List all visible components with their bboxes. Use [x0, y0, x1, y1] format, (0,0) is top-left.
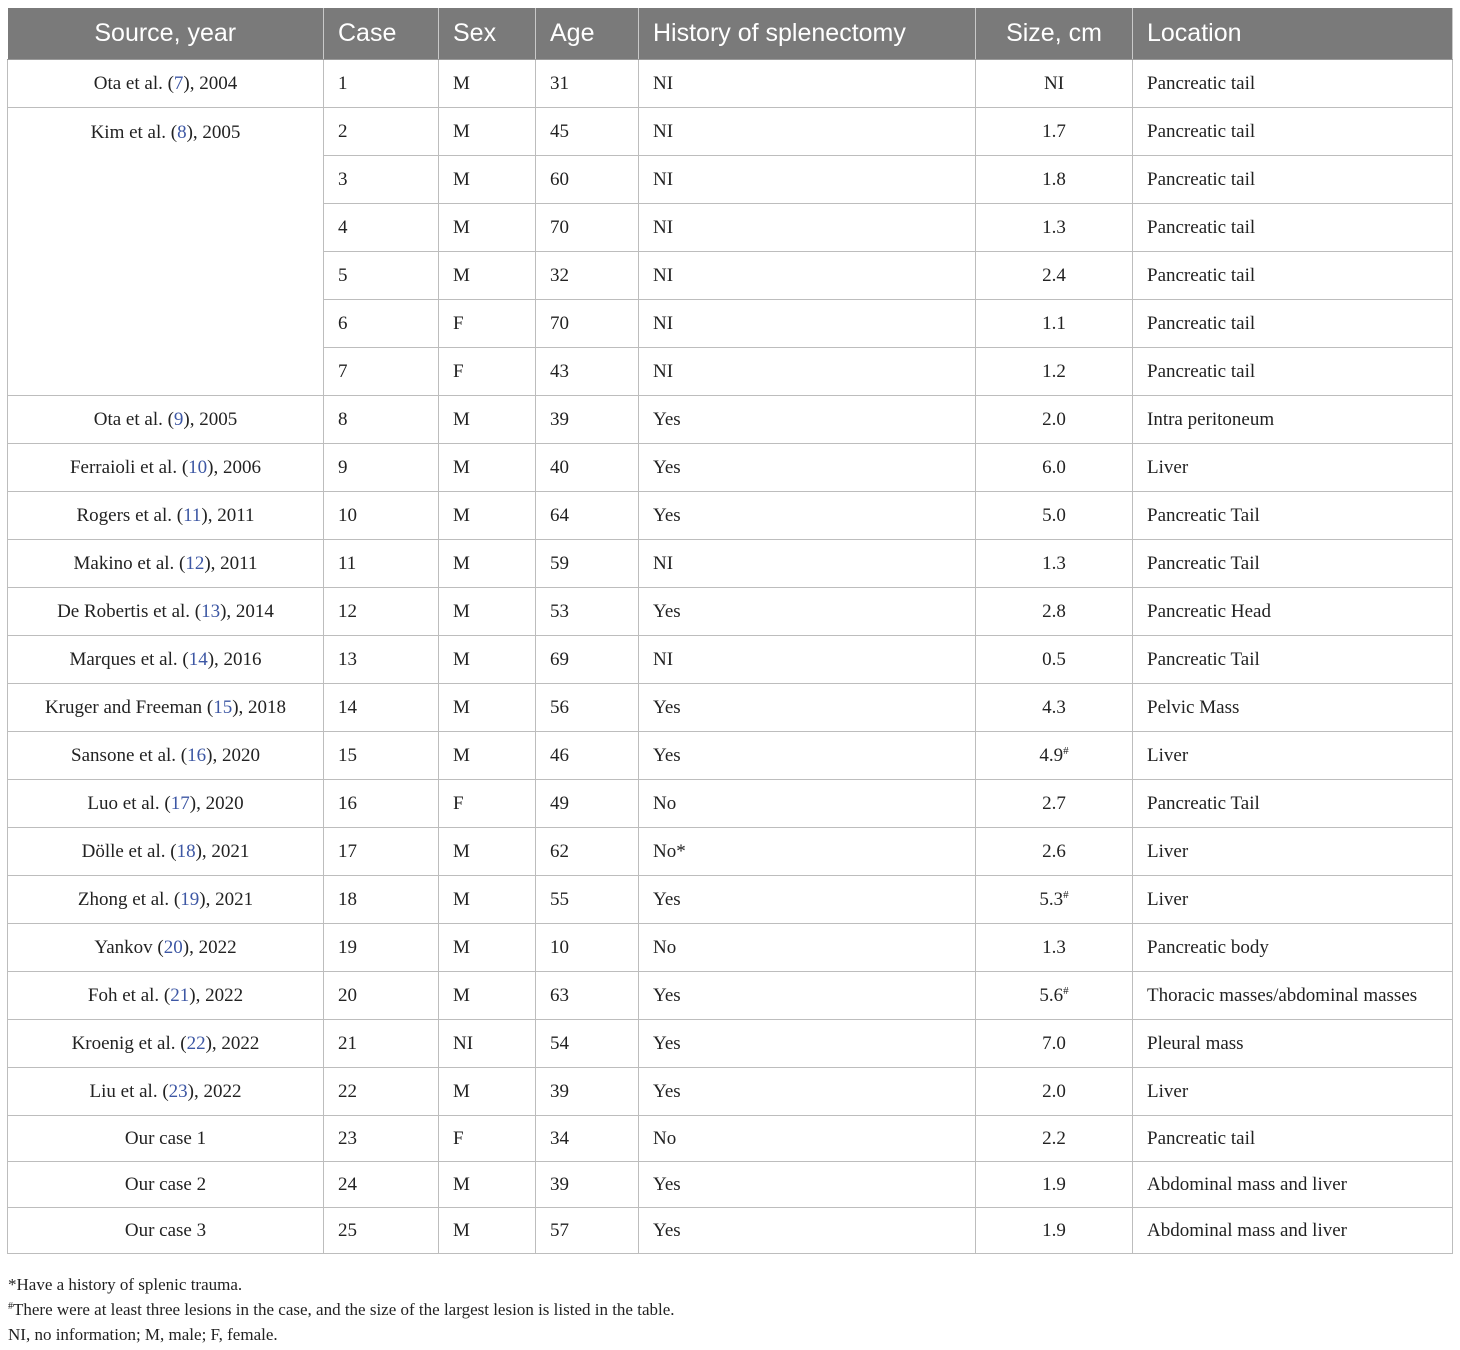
source-author: Foh et al. (: [87, 984, 171, 1006]
size-cell: [976, 108, 1133, 156]
footnote-trauma: *Have a history of splenic trauma.: [8, 1275, 243, 1294]
source-year: ), 2014: [220, 600, 274, 622]
age-cell: 56: [536, 684, 639, 732]
source-cell: [8, 876, 324, 924]
size-value: 1.9: [1042, 1173, 1066, 1195]
source-author: Our case 3: [124, 1219, 207, 1241]
reference-link[interactable]: 23: [168, 1080, 188, 1102]
location-cell: Pancreatic tail: [1133, 108, 1453, 156]
sex-cell: NI: [439, 1020, 536, 1068]
size-cell: [976, 60, 1133, 108]
table-row: [8, 828, 1453, 876]
source-year: ), 2021: [195, 840, 250, 862]
case-cell: 4: [324, 204, 439, 252]
case-cell: 6: [324, 300, 439, 348]
sex-cell: M: [439, 876, 536, 924]
age-cell: 70: [536, 300, 639, 348]
column-header: History of splenectomy: [639, 8, 976, 60]
size-value: 2.4: [1042, 264, 1066, 286]
size-cell: [976, 732, 1133, 780]
age-cell: 57: [536, 1208, 639, 1254]
size-cell: [976, 492, 1133, 540]
sex-cell: M: [439, 396, 536, 444]
source-cell: [8, 1116, 324, 1162]
size-cell: [976, 396, 1133, 444]
location-cell: Intra peritoneum: [1133, 396, 1453, 444]
case-cell: 23: [324, 1116, 439, 1162]
size-value: 5.3: [1039, 888, 1064, 910]
source-author: Liu et al. (: [89, 1080, 169, 1102]
table-row: [8, 1208, 1453, 1254]
case-cell: 7: [324, 348, 439, 396]
age-cell: 43: [536, 348, 639, 396]
history-cell: NI: [639, 108, 976, 156]
size-value: 2.7: [1042, 792, 1066, 814]
column-header: Age: [536, 8, 639, 60]
table-row: [8, 1020, 1453, 1068]
size-cell: [976, 540, 1133, 588]
source-author: Kim et al. (: [90, 122, 178, 143]
reference-link[interactable]: 16: [187, 744, 207, 766]
source-year: ), 2020: [189, 792, 244, 814]
size-cell: [976, 1116, 1133, 1162]
reference-link[interactable]: 7: [173, 72, 184, 94]
location-cell: Pancreatic tail: [1133, 1116, 1453, 1162]
history-cell: Yes: [639, 684, 976, 732]
sex-cell: M: [439, 252, 536, 300]
size-value: 2.2: [1042, 1127, 1066, 1149]
case-cell: 15: [324, 732, 439, 780]
source-author: Ota et al. (: [93, 72, 174, 94]
size-cell: [976, 780, 1133, 828]
history-cell: No: [639, 1116, 976, 1162]
size-cell: [976, 972, 1133, 1020]
reference-link[interactable]: 13: [201, 600, 221, 622]
sex-cell: M: [439, 1208, 536, 1254]
case-cell: 25: [324, 1208, 439, 1254]
age-cell: 59: [536, 540, 639, 588]
location-cell: Thoracic masses/abdominal masses: [1133, 972, 1453, 1020]
size-cell: [976, 636, 1133, 684]
location-cell: Liver: [1133, 876, 1453, 924]
table-row: [8, 972, 1453, 1020]
source-cell: [8, 1068, 324, 1116]
source-cell: [8, 924, 324, 972]
sex-cell: F: [439, 780, 536, 828]
history-cell: NI: [639, 348, 976, 396]
case-cell: 19: [324, 924, 439, 972]
source-year: ), 2011: [204, 552, 258, 574]
table-row: [8, 876, 1453, 924]
history-cell: NI: [639, 540, 976, 588]
size-footnote-mark: #: [1063, 984, 1069, 997]
size-value: 1.3: [1042, 936, 1066, 958]
source-year: ), 2022: [187, 1080, 242, 1102]
size-value: 2.8: [1042, 600, 1066, 622]
table-row: [8, 60, 1453, 108]
age-cell: 60: [536, 156, 639, 204]
age-cell: 70: [536, 204, 639, 252]
size-value: 0.5: [1042, 648, 1066, 670]
size-cell: [976, 924, 1133, 972]
size-cell: [976, 828, 1133, 876]
table-row: [8, 396, 1453, 444]
source-year: ), 2005: [186, 122, 241, 143]
table-row: [8, 1162, 1453, 1208]
source-cell: [8, 60, 324, 108]
location-cell: Pancreatic tail: [1133, 204, 1453, 252]
case-cell: 18: [324, 876, 439, 924]
case-cell: 9: [324, 444, 439, 492]
table-row: [8, 588, 1453, 636]
age-cell: 34: [536, 1116, 639, 1162]
size-value: 2.6: [1042, 840, 1066, 862]
case-cell: 21: [324, 1020, 439, 1068]
source-cell: [8, 732, 324, 780]
reference-link[interactable]: 14: [188, 648, 208, 670]
location-cell: Pancreatic tail: [1133, 252, 1453, 300]
size-value: 5.0: [1042, 504, 1066, 526]
source-year: ), 2018: [232, 696, 287, 718]
source-cell: [8, 588, 324, 636]
source-cell: [8, 1208, 324, 1254]
case-cell: 22: [324, 1068, 439, 1116]
size-value: 2.0: [1042, 408, 1066, 430]
size-value: 1.9: [1042, 1219, 1066, 1241]
history-cell: NI: [639, 156, 976, 204]
sex-cell: F: [439, 300, 536, 348]
source-author: Sansone et al. (: [71, 744, 188, 766]
history-cell: Yes: [639, 1020, 976, 1068]
location-cell: Pleural mass: [1133, 1020, 1453, 1068]
size-value: 1.7: [1042, 120, 1066, 142]
reference-link[interactable]: 21: [170, 984, 190, 1006]
header-row: [8, 8, 1453, 60]
reference-link[interactable]: 12: [185, 552, 205, 574]
case-cell: 13: [324, 636, 439, 684]
column-header: Size, cm: [976, 8, 1133, 60]
table-row: [8, 636, 1453, 684]
source-author: Kruger and Freeman (: [44, 696, 214, 718]
sex-cell: M: [439, 60, 536, 108]
sex-cell: M: [439, 492, 536, 540]
location-cell: Pancreatic Tail: [1133, 780, 1453, 828]
size-value: 2.0: [1042, 1080, 1066, 1102]
source-cell: [8, 780, 324, 828]
size-cell: [976, 204, 1133, 252]
reference-link[interactable]: 19: [180, 888, 200, 910]
table-row: [8, 492, 1453, 540]
reference-link[interactable]: 9: [173, 408, 184, 430]
age-cell: 54: [536, 1020, 639, 1068]
age-cell: 39: [536, 396, 639, 444]
location-cell: Pancreatic Head: [1133, 588, 1453, 636]
source-cell: [8, 444, 324, 492]
source-year: ), 2016: [207, 648, 262, 670]
column-header: Case: [324, 8, 439, 60]
source-author: De Robertis et al. (: [57, 600, 202, 622]
reference-link[interactable]: 17: [170, 792, 190, 814]
location-cell: Pancreatic Tail: [1133, 636, 1453, 684]
size-cell: [976, 252, 1133, 300]
source-year: ), 2022: [182, 936, 237, 958]
reference-link[interactable]: 20: [163, 936, 183, 958]
size-value: 5.6: [1039, 984, 1064, 1006]
history-cell: No*: [639, 828, 976, 876]
source-author: Kroenig et al. (: [71, 1032, 187, 1054]
age-cell: 46: [536, 732, 639, 780]
reference-link[interactable]: 11: [183, 504, 202, 526]
history-cell: Yes: [639, 876, 976, 924]
size-cell: [976, 156, 1133, 204]
location-cell: Pancreatic tail: [1133, 156, 1453, 204]
footnote-lesions-text: There were at least three lesions in the case, and the size of the largest lesion is listed in the table.: [13, 1300, 675, 1319]
source-author: Our case 2: [124, 1173, 207, 1195]
column-header: Location: [1133, 8, 1453, 60]
source-author: Ferraioli et al. (: [69, 456, 189, 478]
case-cell: 8: [324, 396, 439, 444]
history-cell: Yes: [639, 972, 976, 1020]
footnote-lesions: [8, 1297, 675, 1322]
age-cell: 10: [536, 924, 639, 972]
sex-cell: M: [439, 636, 536, 684]
source-author: Our case 1: [124, 1127, 207, 1149]
location-cell: Pancreatic body: [1133, 924, 1453, 972]
size-value: 6.0: [1042, 456, 1066, 478]
age-cell: 55: [536, 876, 639, 924]
location-cell: Liver: [1133, 1068, 1453, 1116]
age-cell: 40: [536, 444, 639, 492]
source-author: Rogers et al. (: [76, 504, 184, 526]
size-value: 1.2: [1042, 360, 1066, 382]
case-cell: 20: [324, 972, 439, 1020]
sex-cell: M: [439, 1068, 536, 1116]
location-cell: Liver: [1133, 732, 1453, 780]
source-cell: [8, 396, 324, 444]
sex-cell: M: [439, 588, 536, 636]
reference-link[interactable]: 15: [213, 696, 233, 718]
sex-cell: M: [439, 732, 536, 780]
data-table: [7, 8, 1453, 1254]
location-cell: Pancreatic tail: [1133, 348, 1453, 396]
table-row: [8, 108, 1453, 156]
source-year: ), 2011: [201, 504, 255, 526]
history-cell: Yes: [639, 492, 976, 540]
source-author: Makino et al. (: [73, 552, 186, 574]
sex-cell: M: [439, 108, 536, 156]
age-cell: 69: [536, 636, 639, 684]
size-cell: [976, 1162, 1133, 1208]
reference-link[interactable]: 8: [177, 122, 187, 143]
size-value: 1.3: [1042, 552, 1066, 574]
size-value: 4.3: [1042, 696, 1066, 718]
case-cell: 1: [324, 60, 439, 108]
case-cell: 5: [324, 252, 439, 300]
history-cell: No: [639, 924, 976, 972]
source-year: ), 2021: [199, 888, 254, 910]
size-value: 1.1: [1042, 312, 1066, 334]
size-cell: [976, 876, 1133, 924]
location-cell: Pelvic Mass: [1133, 684, 1453, 732]
age-cell: 39: [536, 1068, 639, 1116]
table-row: [8, 444, 1453, 492]
history-cell: NI: [639, 636, 976, 684]
size-cell: [976, 1208, 1133, 1254]
case-cell: 10: [324, 492, 439, 540]
table-row: [8, 540, 1453, 588]
table-footnotes: [8, 1272, 675, 1347]
source-cell: [8, 108, 324, 396]
source-cell: [8, 684, 324, 732]
source-author: Yankov (: [94, 936, 164, 958]
table-row: [8, 780, 1453, 828]
size-cell: [976, 444, 1133, 492]
size-cell: [976, 588, 1133, 636]
history-cell: Yes: [639, 1162, 976, 1208]
location-cell: Liver: [1133, 828, 1453, 876]
location-cell: Pancreatic Tail: [1133, 492, 1453, 540]
size-value: 4.9: [1039, 744, 1064, 766]
source-cell: [8, 1020, 324, 1068]
sex-cell: M: [439, 204, 536, 252]
sex-cell: M: [439, 924, 536, 972]
location-cell: Pancreatic tail: [1133, 300, 1453, 348]
size-value: 1.8: [1042, 168, 1066, 190]
age-cell: 63: [536, 972, 639, 1020]
age-cell: 53: [536, 588, 639, 636]
age-cell: 49: [536, 780, 639, 828]
case-cell: 14: [324, 684, 439, 732]
location-cell: Abdominal mass and liver: [1133, 1208, 1453, 1254]
age-cell: 39: [536, 1162, 639, 1208]
history-cell: Yes: [639, 1208, 976, 1254]
history-cell: No: [639, 780, 976, 828]
sex-cell: M: [439, 156, 536, 204]
history-cell: Yes: [639, 588, 976, 636]
sex-cell: F: [439, 348, 536, 396]
hash-mark: #: [8, 1301, 13, 1312]
location-cell: Pancreatic Tail: [1133, 540, 1453, 588]
source-author: Marques et al. (: [69, 648, 189, 670]
table-row: [8, 1068, 1453, 1116]
source-year: ), 2006: [207, 456, 261, 478]
location-cell: Pancreatic tail: [1133, 60, 1453, 108]
source-year: ), 2022: [189, 984, 244, 1006]
history-cell: NI: [639, 204, 976, 252]
source-year: ), 2004: [183, 72, 238, 94]
sex-cell: M: [439, 1162, 536, 1208]
location-cell: Liver: [1133, 444, 1453, 492]
history-cell: Yes: [639, 396, 976, 444]
size-cell: [976, 300, 1133, 348]
size-cell: [976, 1068, 1133, 1116]
source-author: Luo et al. (: [87, 792, 171, 814]
location-cell: Abdominal mass and liver: [1133, 1162, 1453, 1208]
size-footnote-mark: #: [1063, 744, 1069, 757]
size-cell: [976, 1020, 1133, 1068]
reference-link[interactable]: 22: [186, 1032, 206, 1054]
case-cell: 2: [324, 108, 439, 156]
table-row: [8, 684, 1453, 732]
sex-cell: M: [439, 684, 536, 732]
table-row: [8, 924, 1453, 972]
sex-cell: M: [439, 972, 536, 1020]
size-cell: [976, 348, 1133, 396]
source-cell: [8, 492, 324, 540]
case-cell: 11: [324, 540, 439, 588]
case-cell: 24: [324, 1162, 439, 1208]
history-cell: Yes: [639, 1068, 976, 1116]
table-row: [8, 1116, 1453, 1162]
age-cell: 64: [536, 492, 639, 540]
size-footnote-mark: #: [1063, 888, 1069, 901]
source-author: Zhong et al. (: [77, 888, 181, 910]
source-year: ), 2020: [206, 744, 260, 766]
age-cell: 31: [536, 60, 639, 108]
reference-link[interactable]: 10: [188, 456, 208, 478]
source-cell: [8, 972, 324, 1020]
age-cell: 45: [536, 108, 639, 156]
age-cell: 62: [536, 828, 639, 876]
source-cell: [8, 1162, 324, 1208]
source-cell: [8, 636, 324, 684]
reference-link[interactable]: 18: [176, 840, 196, 862]
size-value: 1.3: [1042, 216, 1066, 238]
size-cell: [976, 684, 1133, 732]
age-cell: 32: [536, 252, 639, 300]
source-cell: [8, 540, 324, 588]
source-year: ), 2022: [205, 1032, 260, 1054]
case-cell: 17: [324, 828, 439, 876]
source-author: Ota et al. (: [93, 408, 174, 430]
table-row: [8, 732, 1453, 780]
history-cell: NI: [639, 252, 976, 300]
case-cell: 3: [324, 156, 439, 204]
column-header: Sex: [439, 8, 536, 60]
size-value: 7.0: [1042, 1032, 1066, 1054]
case-cell: 16: [324, 780, 439, 828]
history-cell: Yes: [639, 444, 976, 492]
size-value: NI: [1043, 72, 1065, 94]
sex-cell: M: [439, 828, 536, 876]
case-cell: 12: [324, 588, 439, 636]
history-cell: NI: [639, 300, 976, 348]
history-cell: Yes: [639, 732, 976, 780]
history-cell: NI: [639, 60, 976, 108]
footnote-abbreviations: NI, no information; M, male; F, female.: [8, 1325, 278, 1344]
column-header: Source, year: [8, 8, 324, 60]
sex-cell: M: [439, 444, 536, 492]
source-year: ), 2005: [183, 408, 238, 430]
source-author: Dölle et al. (: [81, 840, 177, 862]
source-cell: [8, 828, 324, 876]
sex-cell: F: [439, 1116, 536, 1162]
sex-cell: M: [439, 540, 536, 588]
